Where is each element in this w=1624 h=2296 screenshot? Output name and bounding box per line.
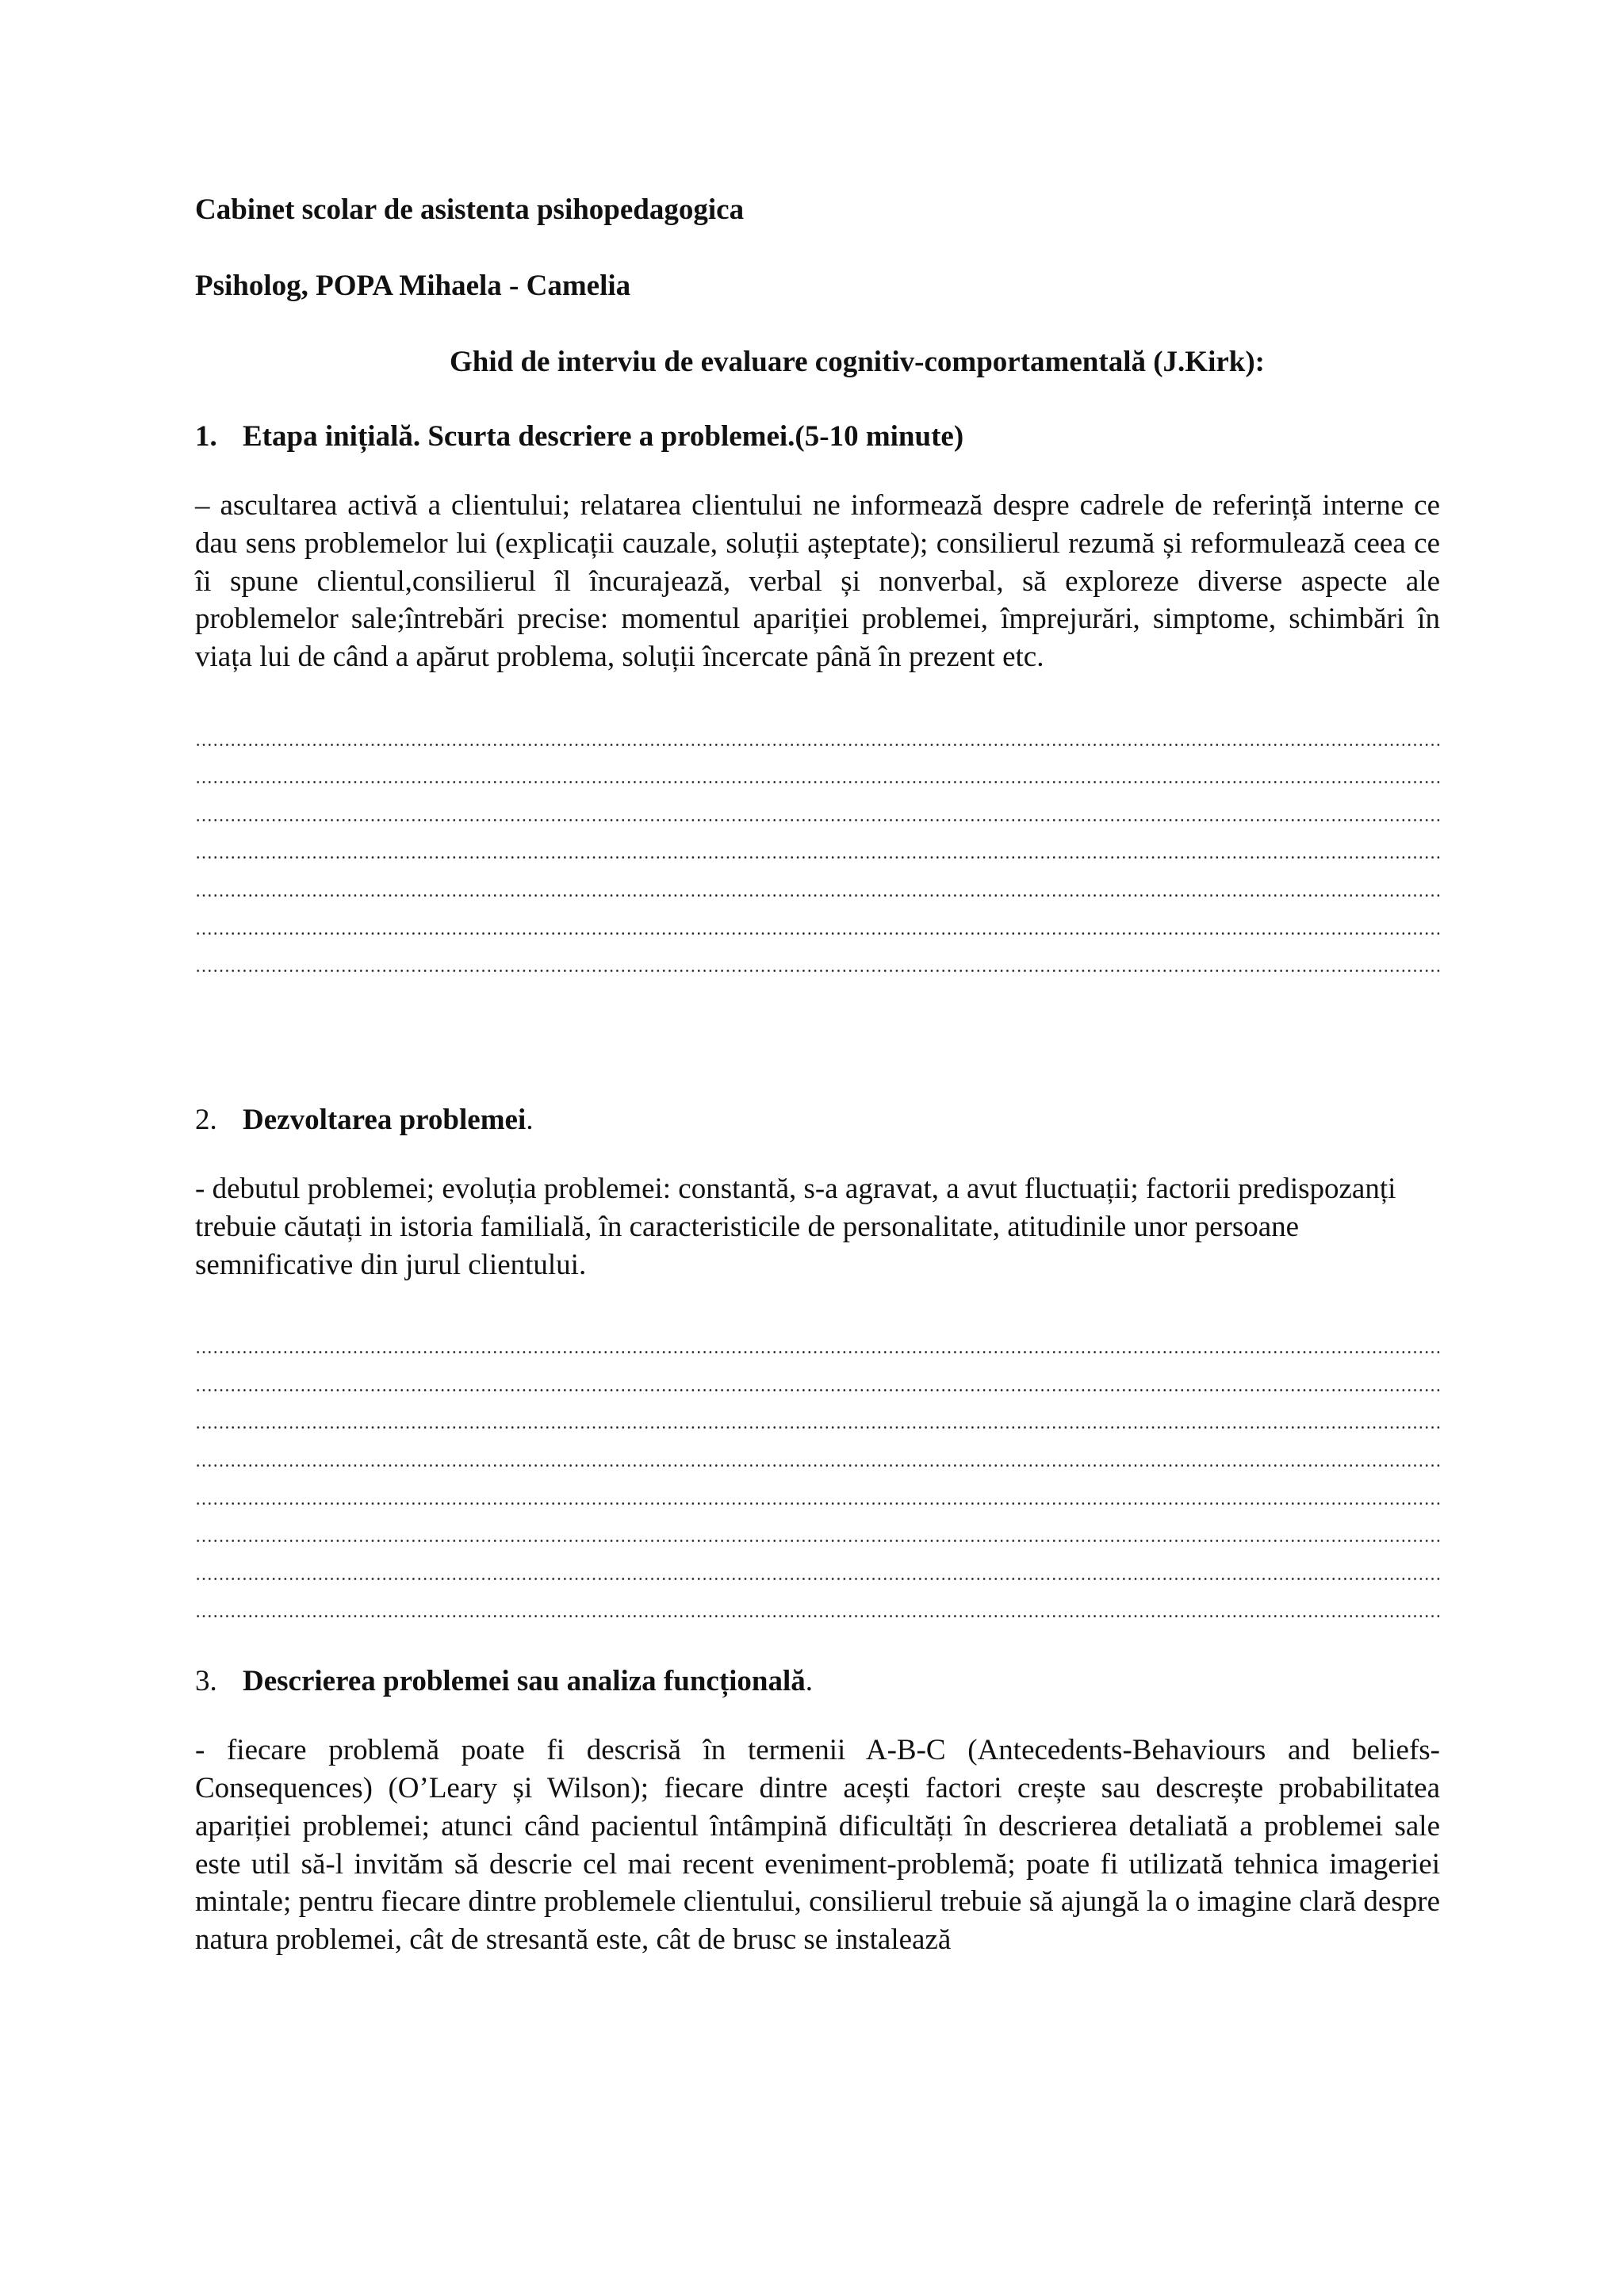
section-title: Etapa inițială. Scurta descriere a problemei.(5-10 minute)	[243, 420, 964, 453]
answer-line[interactable]	[195, 1401, 1440, 1439]
answer-line[interactable]	[195, 944, 1440, 982]
section-1-heading	[195, 417, 1440, 457]
section-number: 3.	[195, 1665, 217, 1698]
document-title: Ghid de interviu de evaluare cognitiv-comportamentală (J.Kirk):	[449, 346, 1265, 378]
answer-line[interactable]	[195, 868, 1440, 906]
section-2-body: - debutul problemei; evoluția problemei: constantă, s-a agravat, a avut fluctuații; factorii predispozanți trebuie căutați in istoria familială, în caracteristicile de personalitate, atitudinile unor persoane semnificative din jurul clientului.	[195, 1173, 1396, 1281]
answer-line[interactable]	[195, 1476, 1440, 1514]
answer-line[interactable]	[195, 1514, 1440, 1552]
answer-lines-2	[195, 1326, 1440, 1628]
answer-line[interactable]	[195, 793, 1440, 831]
section-title-suffix: .	[526, 1104, 534, 1137]
author-line: Psiholog, POPA Mihaela - Camelia	[195, 270, 631, 302]
section-title: Dezvoltarea problemei	[243, 1104, 527, 1137]
answer-line[interactable]	[195, 718, 1440, 756]
section-title: Descrierea problemei sau analiza funcțională	[243, 1665, 806, 1698]
answer-line[interactable]	[195, 906, 1440, 944]
answer-line[interactable]	[195, 1590, 1440, 1628]
answer-line[interactable]	[195, 831, 1440, 869]
section-1-body: – ascultarea activă a clientului; relatarea clientului ne informează despre cadrele de referință interne ce dau sens problemelor lui (explicații cauzale, soluții așteptate); consilierul rezumă și reformulează ceea ce îi spune clientul,consilierul îl încurajează, verbal și nonverbal, să exploreze diverse aspecte ale problemelor sale;întrebări precise: momentul apariției problemei, împrejurări, simptome, schimbări în viața lui de când a apărut problema, soluții încercate până în prezent etc.	[195, 489, 1440, 674]
section-3-body: - fiecare problemă poate fi descrisă în termenii A-B-C (Antecedents-Behaviours and beliefs-Consequences) (O’Leary și Wilson); fiecare dintre acești factori crește sau descrește probabilitatea apariției problemei; atunci când pacientul întâmpină dificultăți în descrierea detaliată a problemei sale este util să-l invităm să descrie cel mai recent eveniment-problemă; poate fi utilizată tehnica imageriei mintale; pentru fiecare dintre problemele clientului, consilierul trebuie să ajungă la o imagine clară despre natura problemei, cât de stresantă este, cât de brusc se instalează	[195, 1734, 1440, 1957]
section-3-heading	[195, 1662, 1440, 1701]
answer-line[interactable]	[195, 1326, 1440, 1364]
section-title-suffix: .	[805, 1665, 814, 1698]
answer-line[interactable]	[195, 1363, 1440, 1401]
answer-lines-1	[195, 718, 1440, 982]
section-number: 2.	[195, 1104, 217, 1137]
section-2-heading	[195, 1100, 1440, 1140]
answer-line[interactable]	[195, 1552, 1440, 1590]
organization-name: Cabinet scolar de asistenta psihopedagogica	[195, 193, 745, 226]
answer-line[interactable]	[195, 756, 1440, 794]
section-number: 1.	[195, 420, 217, 453]
document-page	[195, 190, 1440, 1959]
answer-line[interactable]	[195, 1438, 1440, 1476]
